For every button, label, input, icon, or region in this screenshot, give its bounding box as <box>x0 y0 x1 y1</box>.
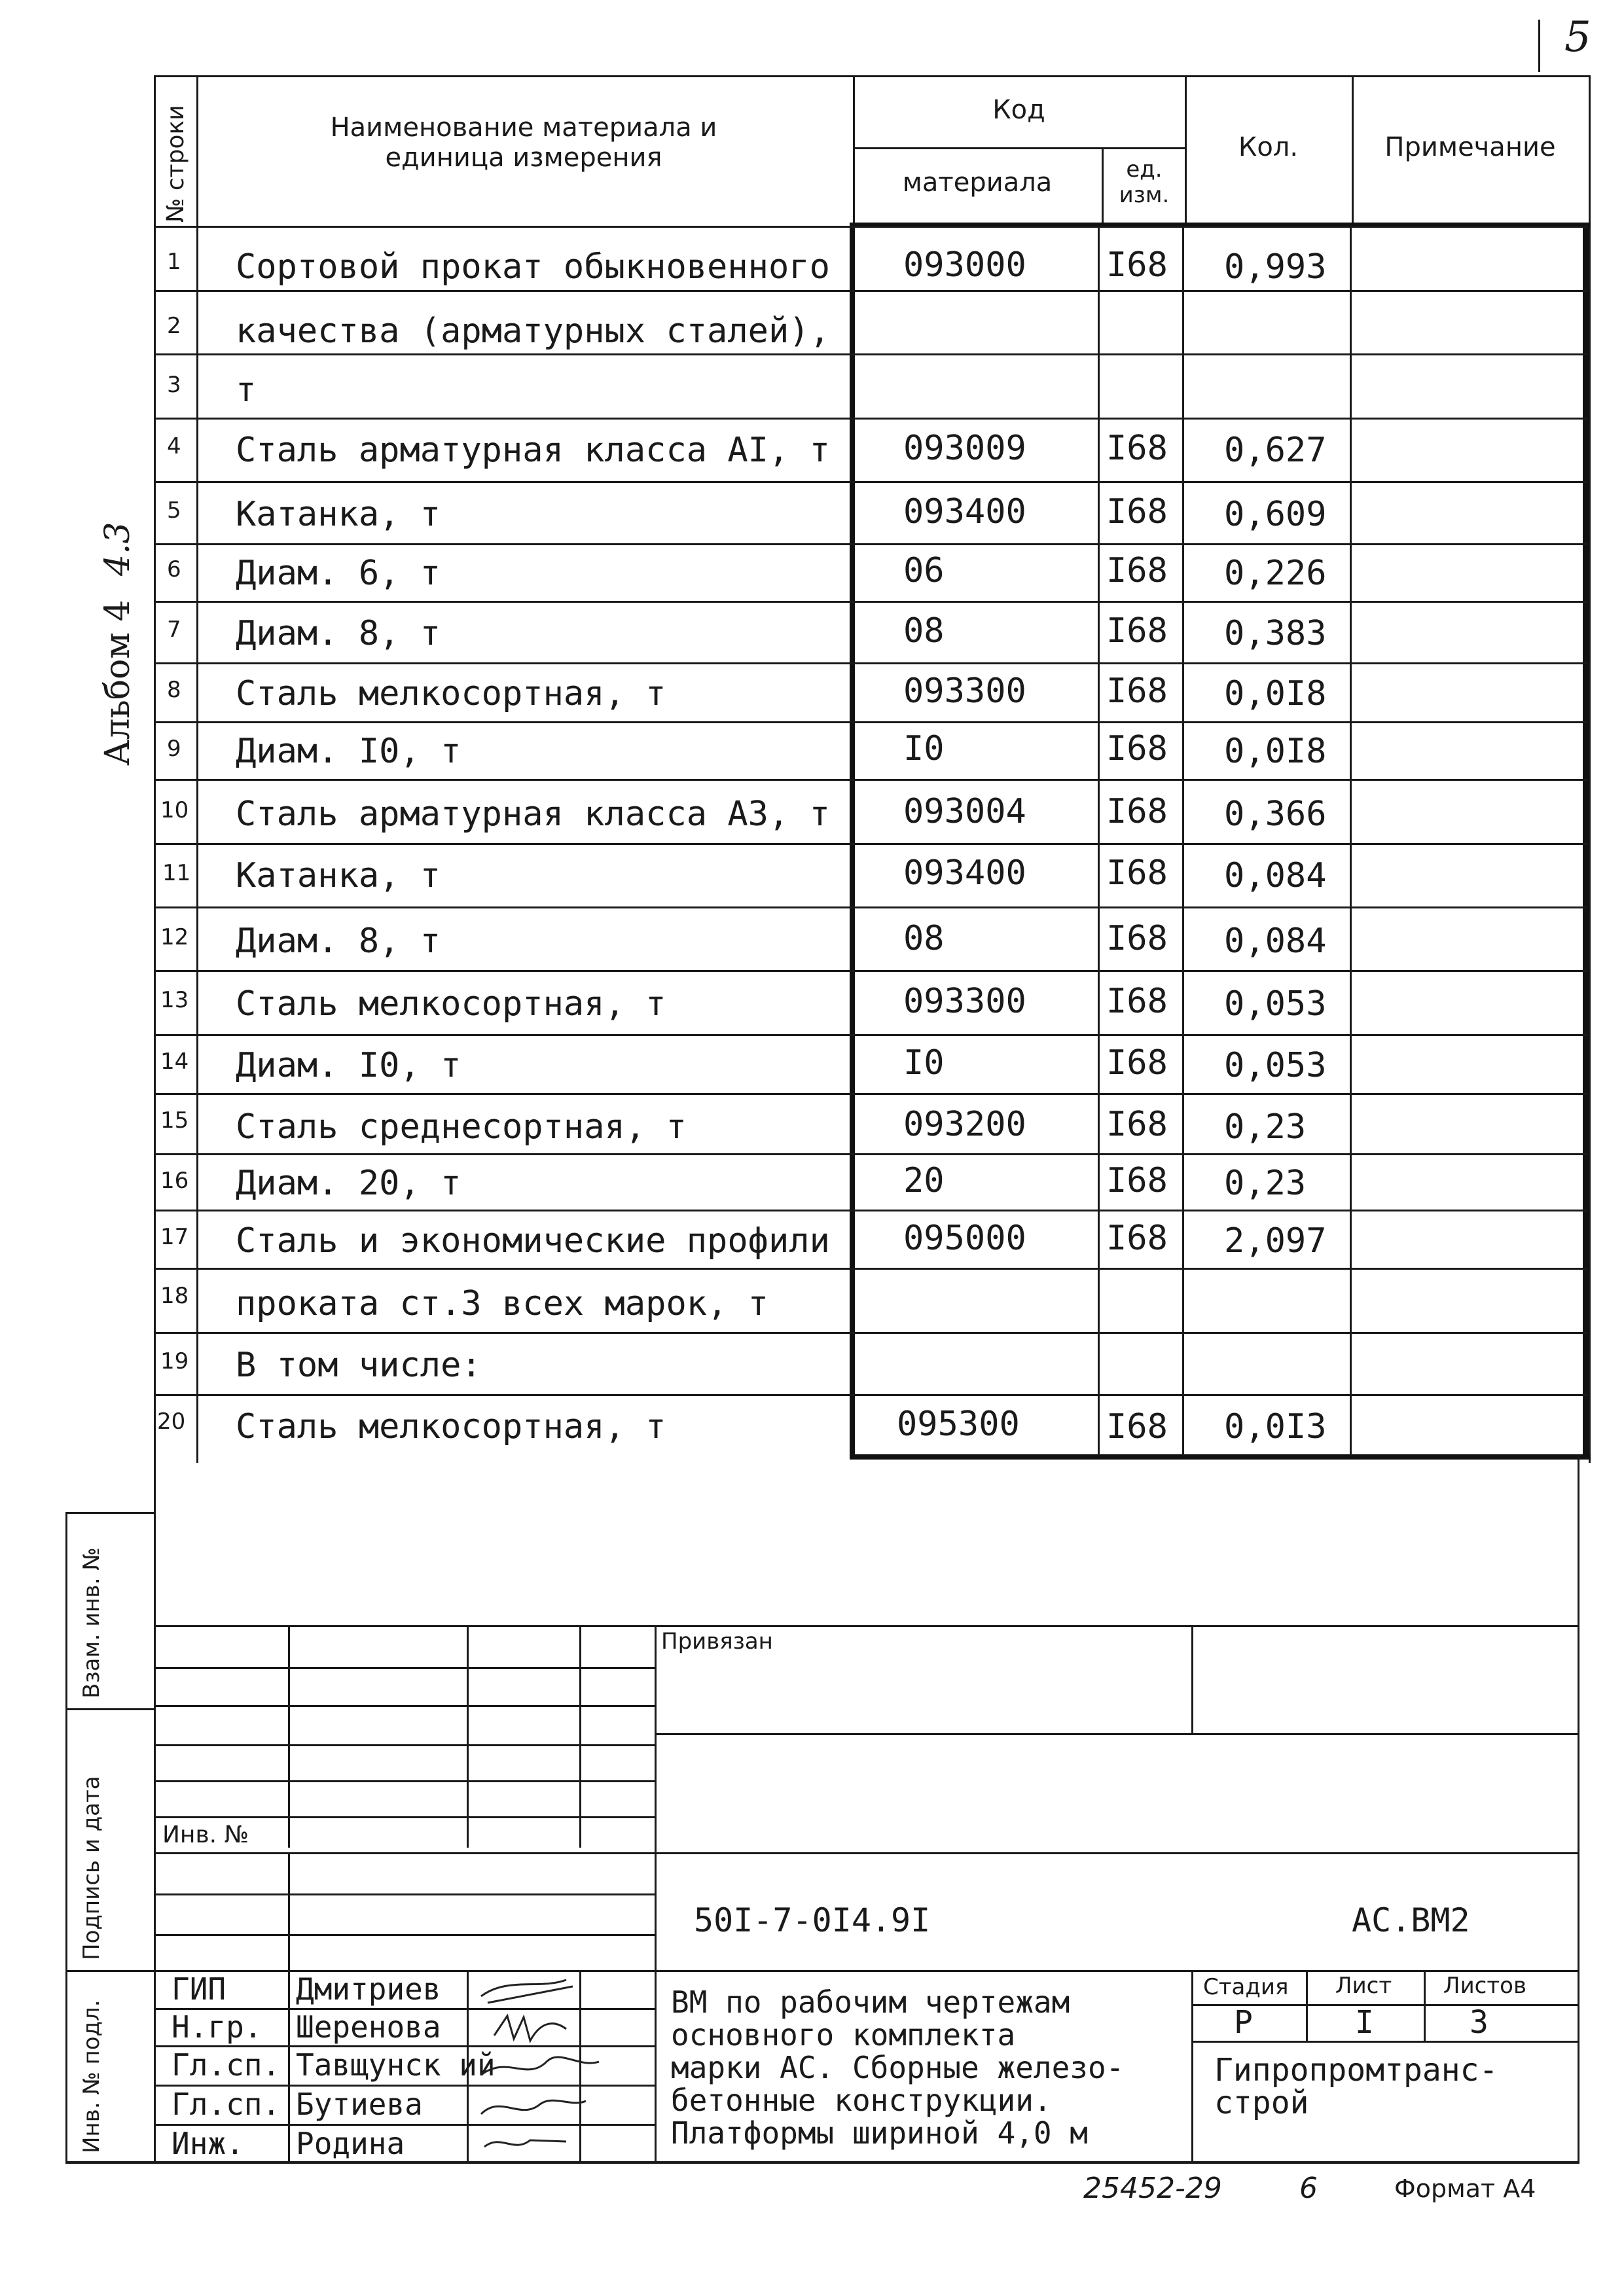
stage-label: Стадия <box>1203 1974 1289 2000</box>
staff-name: Бутиева <box>296 2087 423 2122</box>
row-name: проката ст.3 всех марок, т <box>236 1284 768 1323</box>
row-name: качества (арматурных сталей), <box>236 312 830 351</box>
row-name: Сталь мелкосортная, т <box>236 984 666 1024</box>
row-unit: I68 <box>1106 1043 1168 1083</box>
side-label-podpis: Подпись и дата <box>79 1776 105 1960</box>
row-number: 14 <box>160 1049 189 1075</box>
row-code: 08 <box>903 611 945 651</box>
row-unit: I68 <box>1106 1407 1168 1446</box>
row-name: Сталь и экономические профили <box>236 1221 830 1261</box>
row-unit: I68 <box>1106 853 1168 893</box>
row-name: Диам. I0, т <box>236 732 461 771</box>
row-qty: 2,097 <box>1224 1221 1327 1261</box>
privyazan-label: Привязан <box>661 1628 773 1655</box>
doc-description-line: основного комплекта <box>671 2017 1016 2053</box>
row-code: I0 <box>903 1043 945 1083</box>
row-code: 093400 <box>903 853 1026 893</box>
sheet-label: Лист <box>1335 1973 1392 1999</box>
row-number: 2 <box>167 313 181 339</box>
row-code: 093200 <box>903 1105 1026 1144</box>
row-name: Диам. 8, т <box>236 922 441 961</box>
row-qty: 0,366 <box>1224 795 1327 834</box>
row-name: Сталь арматурная класса A3, т <box>236 795 830 834</box>
row-number: 5 <box>167 497 181 524</box>
row-qty: 0,23 <box>1224 1107 1307 1147</box>
row-unit: I68 <box>1106 245 1168 285</box>
row-qty: 0,0I8 <box>1224 674 1327 713</box>
staff-name: Тавщунск ий <box>296 2047 496 2083</box>
row-number: 16 <box>160 1168 189 1194</box>
row-unit: I68 <box>1106 1219 1168 1258</box>
row-number: 18 <box>160 1283 189 1309</box>
row-qty: 0,084 <box>1224 922 1327 961</box>
row-number: 10 <box>160 797 189 823</box>
row-qty: 0,0I3 <box>1224 1407 1327 1446</box>
album-label <box>98 522 137 766</box>
row-unit: I68 <box>1106 919 1168 958</box>
album-handwritten: 4.3 <box>98 522 137 577</box>
row-code: 095300 <box>897 1405 1020 1444</box>
side-label-inv: Инв. № подл. <box>79 2000 105 2153</box>
page-number-rule <box>1538 20 1540 72</box>
row-code: 093300 <box>903 672 1026 711</box>
doc-description-line: ВМ по рабочим чертежам <box>671 1984 1070 2020</box>
row-number: 15 <box>160 1107 189 1134</box>
row-code: 06 <box>903 551 945 590</box>
row-name: т <box>236 370 257 410</box>
row-number: 19 <box>160 1348 189 1374</box>
row-number: 13 <box>160 987 189 1013</box>
staff-name: Дмитриев <box>296 1971 441 2007</box>
side-label-vzam: Взам. инв. № <box>79 1547 105 1698</box>
header-row-no: № строки <box>162 105 189 223</box>
staff-role: Гл.сп. <box>171 2047 281 2083</box>
sheets-value: 3 <box>1470 2004 1489 2041</box>
album-label-text: Альбом 4 <box>98 600 137 766</box>
sheets-label: Листов <box>1443 1973 1527 1999</box>
row-unit: I68 <box>1106 429 1168 468</box>
row-qty: 0,383 <box>1224 614 1327 653</box>
header-qty: Кол. <box>1238 132 1299 162</box>
org-name-line: Гипропромтранс- <box>1214 2052 1498 2089</box>
sheet-value: I <box>1355 2004 1374 2041</box>
row-qty: 0,226 <box>1224 554 1327 593</box>
header-name: Наименование материала и единица измерения <box>330 113 717 173</box>
row-code: 093000 <box>903 245 1026 285</box>
row-code: 093400 <box>903 492 1026 531</box>
row-number: 12 <box>160 924 189 950</box>
row-name: Сортовой прокат обыкновенного <box>236 247 830 287</box>
doc-description-line: бетонные конструкции. <box>671 2083 1052 2118</box>
row-name: В том числе: <box>236 1346 482 1385</box>
doc-code: 50I-7-0I4.9I <box>694 1901 931 1939</box>
row-unit: I68 <box>1106 982 1168 1021</box>
row-qty: 0,23 <box>1224 1164 1307 1203</box>
row-name: Сталь мелкосортная, т <box>236 674 666 713</box>
header-code-material: материала <box>902 168 1053 198</box>
format-label: Формат А4 <box>1394 2174 1536 2203</box>
staff-name: Родина <box>296 2126 405 2161</box>
row-name: Сталь среднесортная, т <box>236 1107 687 1147</box>
staff-role: ГИП <box>171 1971 226 2007</box>
row-unit: I68 <box>1106 611 1168 651</box>
row-name: Диам. 6, т <box>236 554 441 593</box>
row-unit: I68 <box>1106 551 1168 590</box>
row-qty: 0,609 <box>1224 495 1327 534</box>
staff-role: Гл.сп. <box>171 2087 281 2122</box>
staff-role: Н.гр. <box>171 2009 262 2045</box>
row-qty: 0,084 <box>1224 856 1327 895</box>
row-name: Катанка, т <box>236 856 441 895</box>
row-code: 095000 <box>903 1219 1026 1258</box>
row-number: 11 <box>162 860 191 886</box>
org-name-line: строй <box>1214 2085 1309 2121</box>
signature-image <box>468 1970 664 2166</box>
row-code: I0 <box>903 729 945 768</box>
doc-description-line: Платформы шириной 4,0 м <box>671 2115 1088 2151</box>
row-qty: 0,993 <box>1224 247 1327 287</box>
row-code: 093009 <box>903 429 1026 468</box>
row-number: 6 <box>167 556 181 583</box>
header-code: Код <box>992 95 1045 125</box>
row-unit: I68 <box>1106 792 1168 831</box>
stage-value: Р <box>1234 2004 1253 2041</box>
row-number: 17 <box>160 1224 189 1250</box>
row-number: 8 <box>167 677 181 703</box>
row-qty: 0,053 <box>1224 984 1327 1024</box>
header-code-unit: ед. изм. <box>1119 156 1170 209</box>
copy-sheet-number: 6 <box>1299 2172 1318 2205</box>
row-unit: I68 <box>1106 729 1168 768</box>
row-unit: I68 <box>1106 672 1168 711</box>
row-name: Сталь мелкосортная, т <box>236 1407 666 1446</box>
copy-number: 25452-29 <box>1083 2172 1222 2205</box>
row-number: 4 <box>167 433 181 459</box>
staff-role: Инж. <box>171 2126 244 2161</box>
doc-description-line: марки АС. Сборные железо- <box>671 2050 1125 2085</box>
doc-mark: АС.ВМ2 <box>1352 1901 1470 1939</box>
row-code: 093004 <box>903 792 1026 831</box>
row-qty: 0,627 <box>1224 431 1327 470</box>
row-number: 9 <box>167 736 181 762</box>
row-number: 20 <box>157 1408 186 1435</box>
row-name: Катанка, т <box>236 495 441 534</box>
row-name: Диам. I0, т <box>236 1046 461 1085</box>
row-number: 1 <box>167 249 181 275</box>
row-code: 08 <box>903 919 945 958</box>
row-number: 3 <box>167 372 181 398</box>
row-number: 7 <box>167 617 181 643</box>
row-unit: I68 <box>1106 1105 1168 1144</box>
row-qty: 0,0I8 <box>1224 732 1327 771</box>
inv-no-label: Инв. № <box>162 1821 249 1848</box>
header-note: Примечание <box>1384 132 1556 162</box>
row-unit: I68 <box>1106 492 1168 531</box>
row-name: Диам. 8, т <box>236 614 441 653</box>
row-code: 20 <box>903 1161 945 1200</box>
row-unit: I68 <box>1106 1161 1168 1200</box>
staff-name: Шеренова <box>296 2009 441 2045</box>
row-code: 093300 <box>903 982 1026 1021</box>
row-name: Сталь арматурная класса AI, т <box>236 431 830 470</box>
row-qty: 0,053 <box>1224 1046 1327 1085</box>
page-number: 5 <box>1564 13 1591 62</box>
row-name: Диам. 20, т <box>236 1164 461 1203</box>
